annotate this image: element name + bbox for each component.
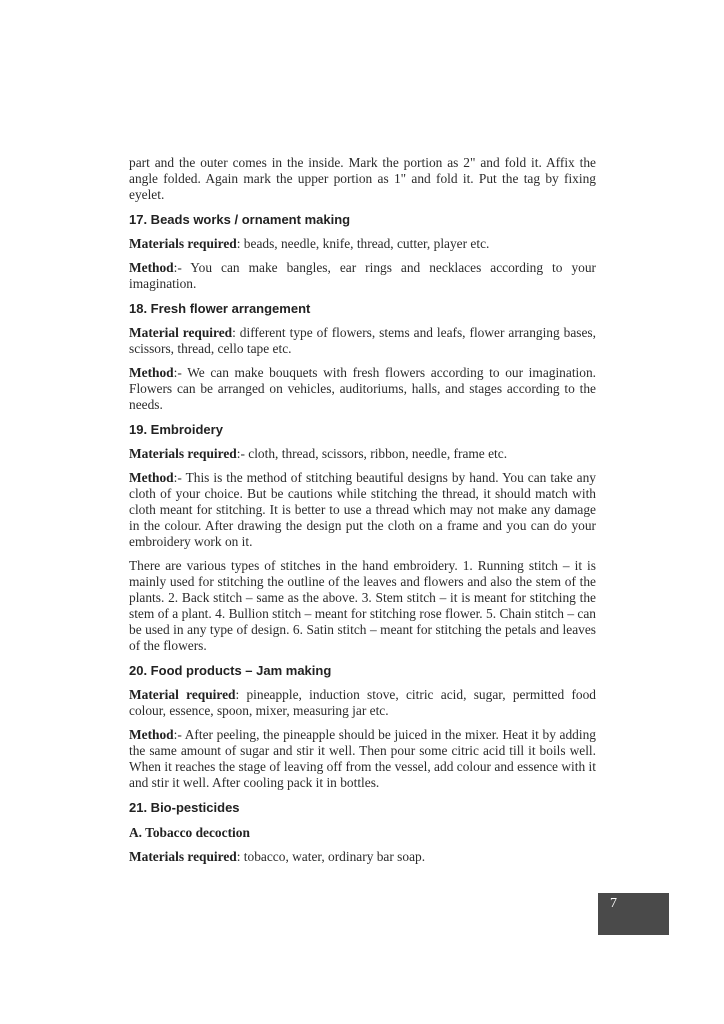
materials-text: :- cloth, thread, scissors, ribbon, needle, frame etc. [236, 446, 508, 461]
materials-label: Material required [129, 687, 236, 702]
method-text: :- After peeling, the pineapple should be juiced in the mixer. Heat it by adding the same amount of sugar and stir it well. Then pour some citric acid till it boils well. When it reaches the stage of leaving off from the vessel, add colour and essence with it and stir it well. After cooling pack it in bottles. [129, 727, 596, 790]
section-17-materials [129, 236, 596, 252]
section-20-method [129, 727, 596, 791]
section-21-heading: 21. Bio-pesticides [129, 800, 240, 815]
materials-label: Material required [129, 325, 233, 340]
section-19-stitch-types: There are various types of stitches in the hand embroidery. 1. Running stitch – it is mainly used for stitching the outline of the leaves and flowers and also the stem of the plants. 2. Back stitch – same as the above. 3. Stem stitch – it is meant for stitching the stem of a plant. 4. Bullion stitch – meant for stitching rose flower. 5. Chain stitch – can be used in any type of design. 6. Satin stitch – meant for stitching the petals and leaves of the flowers. [129, 558, 596, 653]
materials-label: Materials required [129, 236, 237, 251]
method-text: :- We can make bouquets with fresh flowers according to our imagination. Flowers can be arranged on vehicles, auditoriums, halls, and stages according to the needs. [129, 365, 596, 412]
method-label: Method [129, 365, 174, 380]
method-label: Method [129, 470, 174, 485]
materials-text: : different type of flowers, stems and leafs, flower arranging bases, scissors, thread, cello tape etc. [129, 325, 596, 356]
page-number-box [598, 893, 669, 935]
method-text: :- This is the method of stitching beautiful designs by hand. You can take any cloth of your choice. But be cautions while stitching the thread, it should match with cloth meant for stitching. It is better to use a thread which may not make any damage in the colour. After drawing the design put the cloth on a frame and you can do your embroidery work on it. [129, 470, 596, 549]
method-text: :- You can make bangles, ear rings and necklaces according to your imagination. [129, 260, 596, 291]
section-19-method [129, 470, 596, 550]
materials-text: : beads, needle, knife, thread, cutter, player etc. [236, 236, 490, 251]
method-label: Method [129, 260, 174, 275]
section-19-materials [129, 446, 596, 462]
section-20-materials [129, 687, 596, 719]
page-content [129, 155, 596, 873]
page-number: 7 [610, 896, 617, 911]
materials-label: Materials required [129, 446, 237, 461]
section-21a-materials [129, 849, 596, 865]
section-20-heading: 20. Food products – Jam making [129, 663, 332, 678]
section-18-materials [129, 325, 596, 357]
intro-paragraph: part and the outer comes in the inside. Mark the portion as 2" and fold it. Affix the angle folded. Again mark the upper portion as 1" and fold it. Put the tag by fixing eyelet. [129, 155, 596, 202]
method-label: Method [129, 727, 174, 742]
materials-label: Materials required [129, 849, 237, 864]
materials-text: : pineapple, induction stove, citric acid, sugar, permitted food colour, essence, spoon, mixer, measuring jar etc. [129, 687, 596, 718]
section-18-heading: 18. Fresh flower arrangement [129, 301, 311, 316]
materials-text: : tobacco, water, ordinary bar soap. [236, 849, 426, 864]
section-19-heading: 19. Embroidery [129, 422, 223, 437]
section-17-method [129, 260, 596, 292]
section-18-method [129, 365, 596, 413]
section-21a-heading: A. Tobacco decoction [129, 825, 250, 840]
section-17-heading: 17. Beads works / ornament making [129, 212, 351, 227]
